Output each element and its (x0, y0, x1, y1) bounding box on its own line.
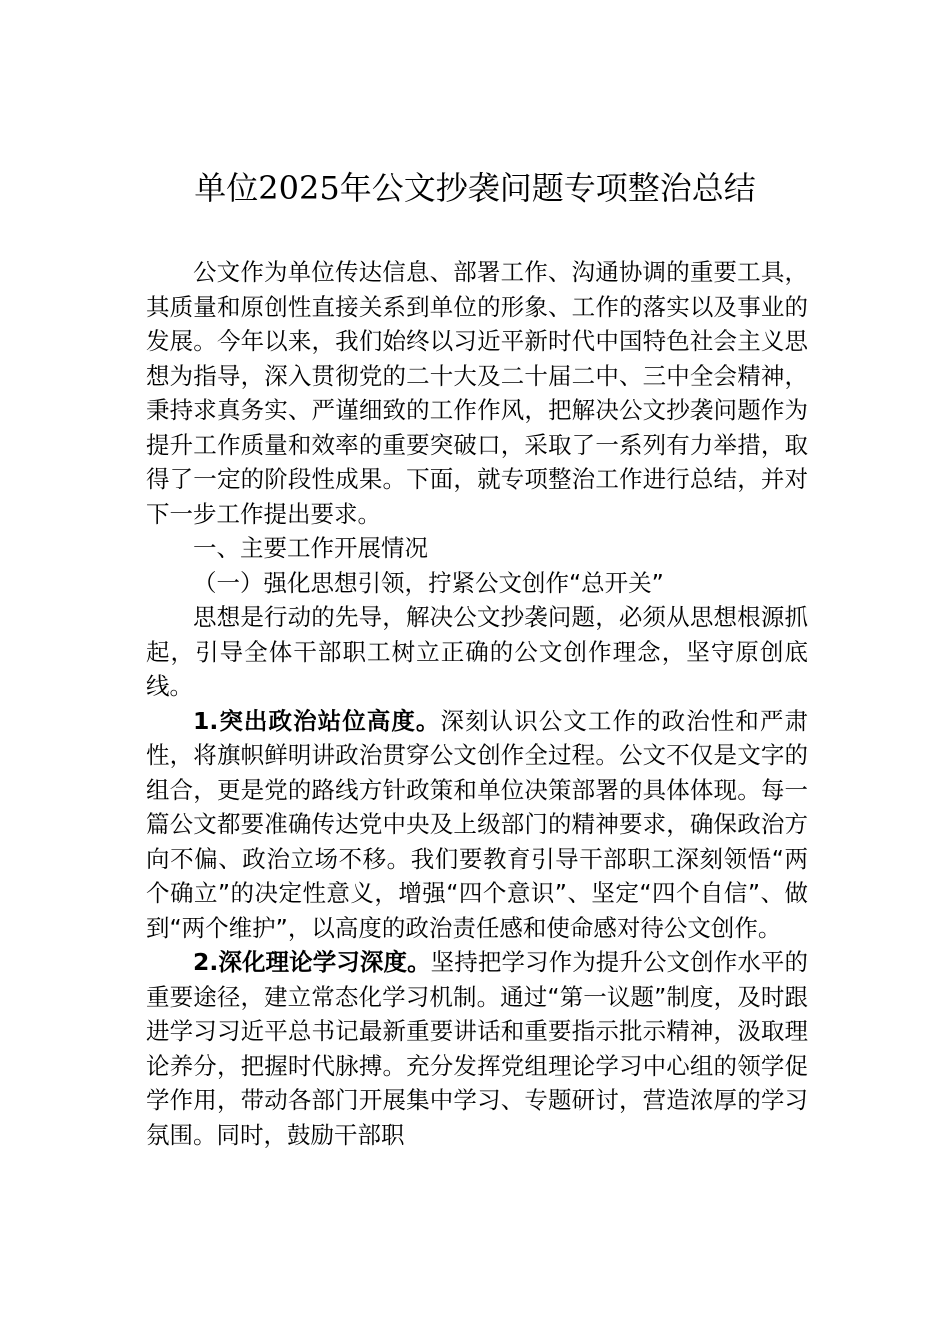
item-title-2: 2.深化理论学习深度。 (193, 948, 431, 976)
item-text-1: 深刻认识公文工作的政治性和严肃性，将旗帜鲜明讲政治贯穿公文创作全过程。公文不仅是文字的组合，更是党的路线方针政策和单位决策部署的具体体现。每一篇公文都要准确传达党中央及上级部门的精神要求，确保政治方向不偏、政治立场不移。我们要教育引导干部职工深刻领悟“两个确立”的决定性意义，增强“四个意识”、坚定“四个自信”、做到“两个维护”，以高度的政治责任感和使命感对待公文创作。 (146, 706, 809, 942)
item-text-2: 坚持把学习作为提升公文创作水平的重要途径，建立常态化学习机制。通过“第一议题”制度，及时跟进学习习近平总书记最新重要讲话和重要指示批示精神，汲取理论养分，把握时代脉搏。充分发挥党组理论学习中心组的领学促学作用，带动各部门开展集中学习、专题研讨，营造浓厚的学习氛围。同时，鼓励干部职 (146, 948, 809, 1149)
section-heading-1: 一、主要工作开展情况 (193, 534, 428, 562)
subsection-heading-1: （一）强化思想引领，拧紧公文创作“总开关” (193, 568, 664, 597)
item-title-1: 1.突出政治站位高度。 (193, 706, 441, 735)
document-body (146, 255, 808, 1152)
item-paragraph-2 (146, 945, 808, 1152)
item-paragraph-1 (146, 704, 808, 946)
subsection-paragraph-1: 思想是行动的先导，解决公文抄袭问题，必须从思想根源抓起，引导全体干部职工树立正确的公文创作理念，坚守原创底线。 (146, 603, 808, 700)
document-title: 单位2025年公文抄袭问题专项整治总结 (194, 169, 756, 207)
intro-paragraph: 公文作为单位传达信息、部署工作、沟通协调的重要工具，其质量和原创性直接关系到单位的形象、工作的落实以及事业的发展。今年以来，我们始终以习近平新时代中国特色社会主义思想为指导，深入贯彻党的二十大及二十届二中、三中全会精神，秉持求真务实、严谨细致的工作作风，把解决公文抄袭问题作为提升工作质量和效率的重要突破口，采取了一系列有力举措，取得了一定的阶段性成果。下面，就专项整治工作进行总结，并对下一步工作提出要求。 (146, 258, 808, 528)
